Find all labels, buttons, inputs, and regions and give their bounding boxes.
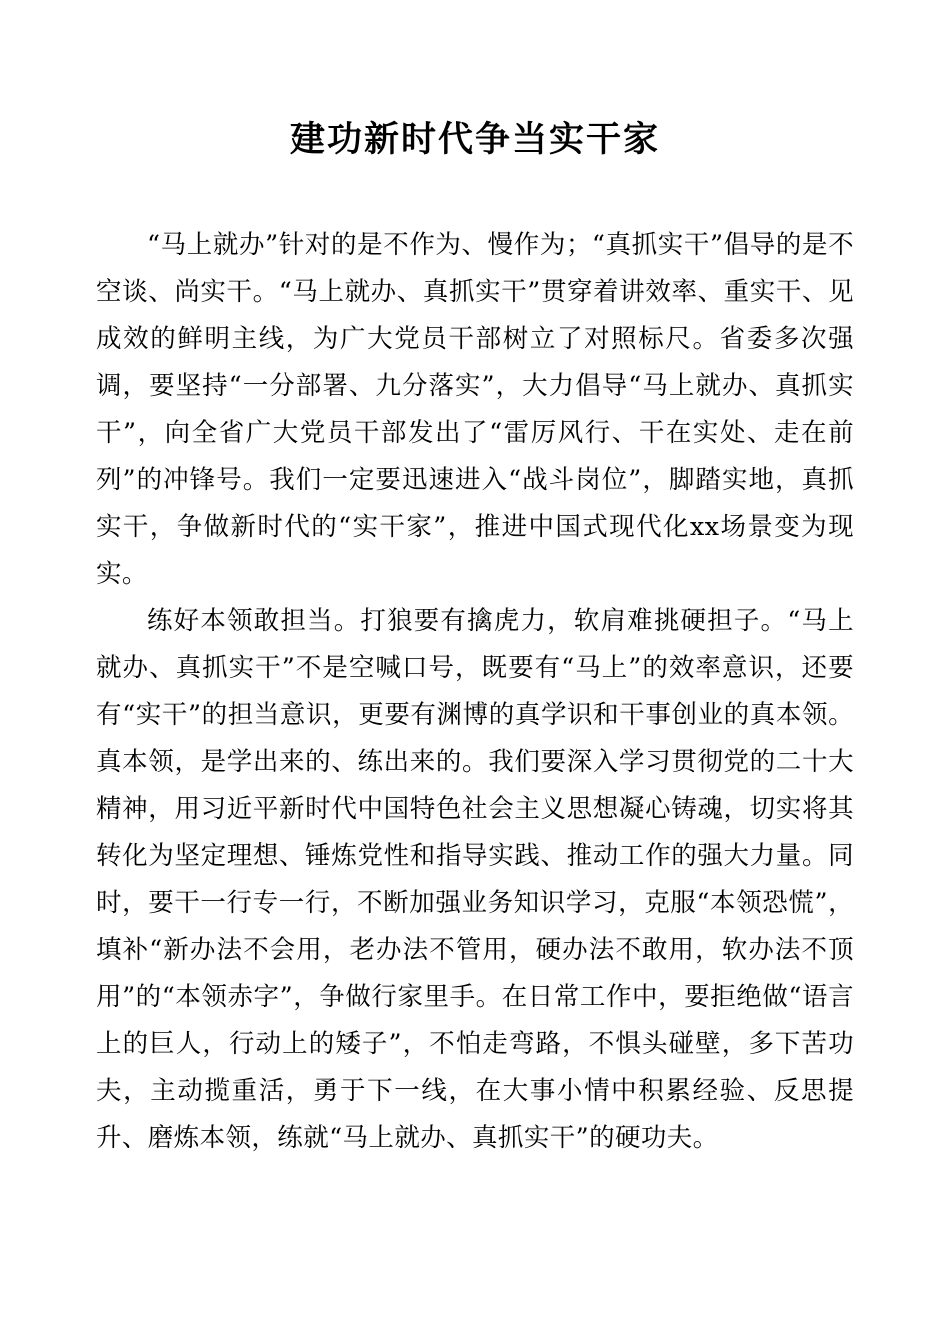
page-title: 建功新时代争当实干家	[289, 120, 660, 160]
paragraph: “马上就办”针对的是不作为、慢作为；“真抓实干”倡导的是不空谈、尚实干。“马上就办、真抓实干”贯穿着讲效率、重实干、见成效的鲜明主线，为广大党员干部树立了对照标尺。省委多次强调，要坚持“一分部署、九分落实”，大力倡导“马上就办、真抓实干”，向全省广大党员干部发出了“雷厉风行、干在实处、走在前列”的冲锋号。我们一定要迅速进入“战斗岗位”，脚踏实地，真抓实干，争做新时代的“实干家”，推进中国式现代化xx场景变为现实。	[96, 229, 854, 589]
document-body	[96, 222, 854, 1162]
paragraph: 练好本领敢担当。打狼要有擒虎力，软肩难挑硬担子。“马上就办、真抓实干”不是空喊口号，既要有“马上”的效率意识，还要有“实干”的担当意识，更要有渊博的真学识和干事创业的真本领。真本领，是学出来的、练出来的。我们要深入学习贯彻党的二十大精神，用习近平新时代中国特色社会主义思想凝心铸魂，切实将其转化为坚定理想、锤炼党性和指导实践、推动工作的强大力量。同时，要干一行专一行，不断加强业务知识学习，克服“本领恐慌”，填补“新办法不会用，老办法不管用，硬办法不敢用，软办法不顶用”的“本领赤字”，争做行家里手。在日常工作中，要拒绝做“语言上的巨人，行动上的矮子”，不怕走弯路，不惧头碰壁，多下苦功夫，主动揽重活，勇于下一线，在大事小情中积累经验、反思提升、磨炼本领，练就“马上就办、真抓实干”的硬功夫。	[96, 605, 854, 1153]
